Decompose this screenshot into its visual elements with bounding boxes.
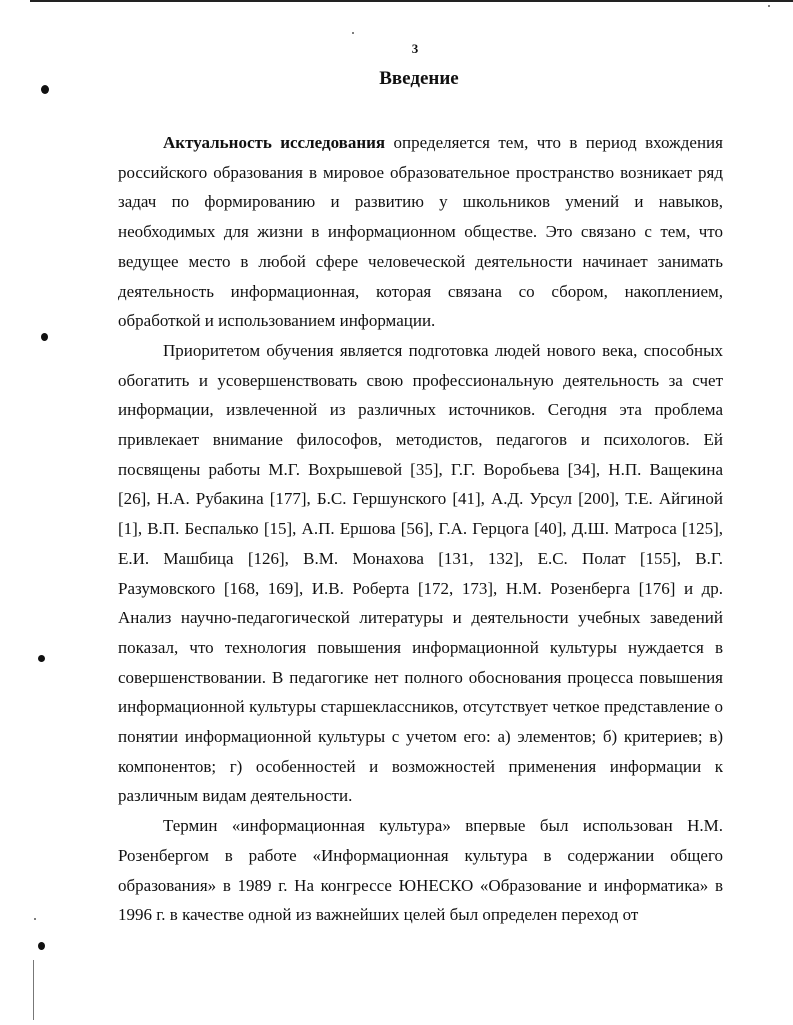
binder-hole-mark [38, 942, 45, 950]
paragraph-text: определяется тем, что в период вхождения российского образования в мировое образовательное пространство возникает ряд задач по формированию и развитию у школьников умений и навыков, необходимых для жизни в информационном обществе. Это связано с тем, что ведущее место в любой сфере человеческой деятельности начинает занимать деятельность информационная, которая связана со сбором, накоплением, обработкой и использованием информации. [118, 133, 723, 331]
body-text [118, 128, 723, 930]
scan-edge-line [33, 960, 34, 1020]
paragraph-priority: Приоритетом обучения является подготовка людей нового века, способных обогатить и усовершенствовать свою профессиональную деятельность за счет информации, извлеченной из различных источников. Сегодня эта проблема привлекает внимание философов, методистов, педагогов и психологов. Ей посвящены работы М.Г. Вохрышевой [35], Г.Г. Воробьева [34], Н.П. Ващекина [26], Н.А. Рубакина [177], Б.С. Гершунского [41], А.Д. Урсул [200], Т.Е. Айгиной [1], В.П. Беспалько [15], А.П. Ершова [56], Г.А. Герцога [40], Д.Ш. Матроса [125], Е.И. Машбица [126], В.М. Монахова [131, 132], Е.С. Полат [155], В.Г. Разумовского [168, 169], И.В. Роберта [172, 173], Н.М. Розенберга [176] и др. Анализ научно-педагогической литературы и деятельности учебных заведений показал, что технология повышения информационной культуры нуждается в совершенствовании. В педагогике нет полного обоснования процесса повышения информационной культуры старшеклассников, отсутствует четкое представление о понятии информационной культуры с учетом его: а) элементов; б) критериев; в) компонентов; г) особенностей и возможностей применения информации к различным видам деятельности. [118, 340, 723, 806]
paragraph-term: Термин «информационная культура» впервые был использован Н.М. Розенбергом в работе «Информационная культура в содержании общего образования» в 1989 г. На конгрессе ЮНЕСКО «Образование и информатика» в 1996 г. в качестве одной из важнейших целей был определен переход от [118, 816, 723, 925]
binder-hole-mark [38, 655, 45, 662]
paragraph-relevance [118, 128, 723, 336]
scan-speck [768, 5, 770, 7]
binder-hole-mark [41, 333, 48, 341]
page-number: 3 [411, 41, 419, 56]
binder-hole-mark [41, 85, 49, 94]
page-title: Введение [379, 68, 459, 89]
scan-speck [34, 918, 36, 920]
scan-top-border [30, 0, 793, 2]
paragraph-lead: Актуальность исследования [163, 133, 386, 152]
scan-speck [352, 32, 354, 34]
